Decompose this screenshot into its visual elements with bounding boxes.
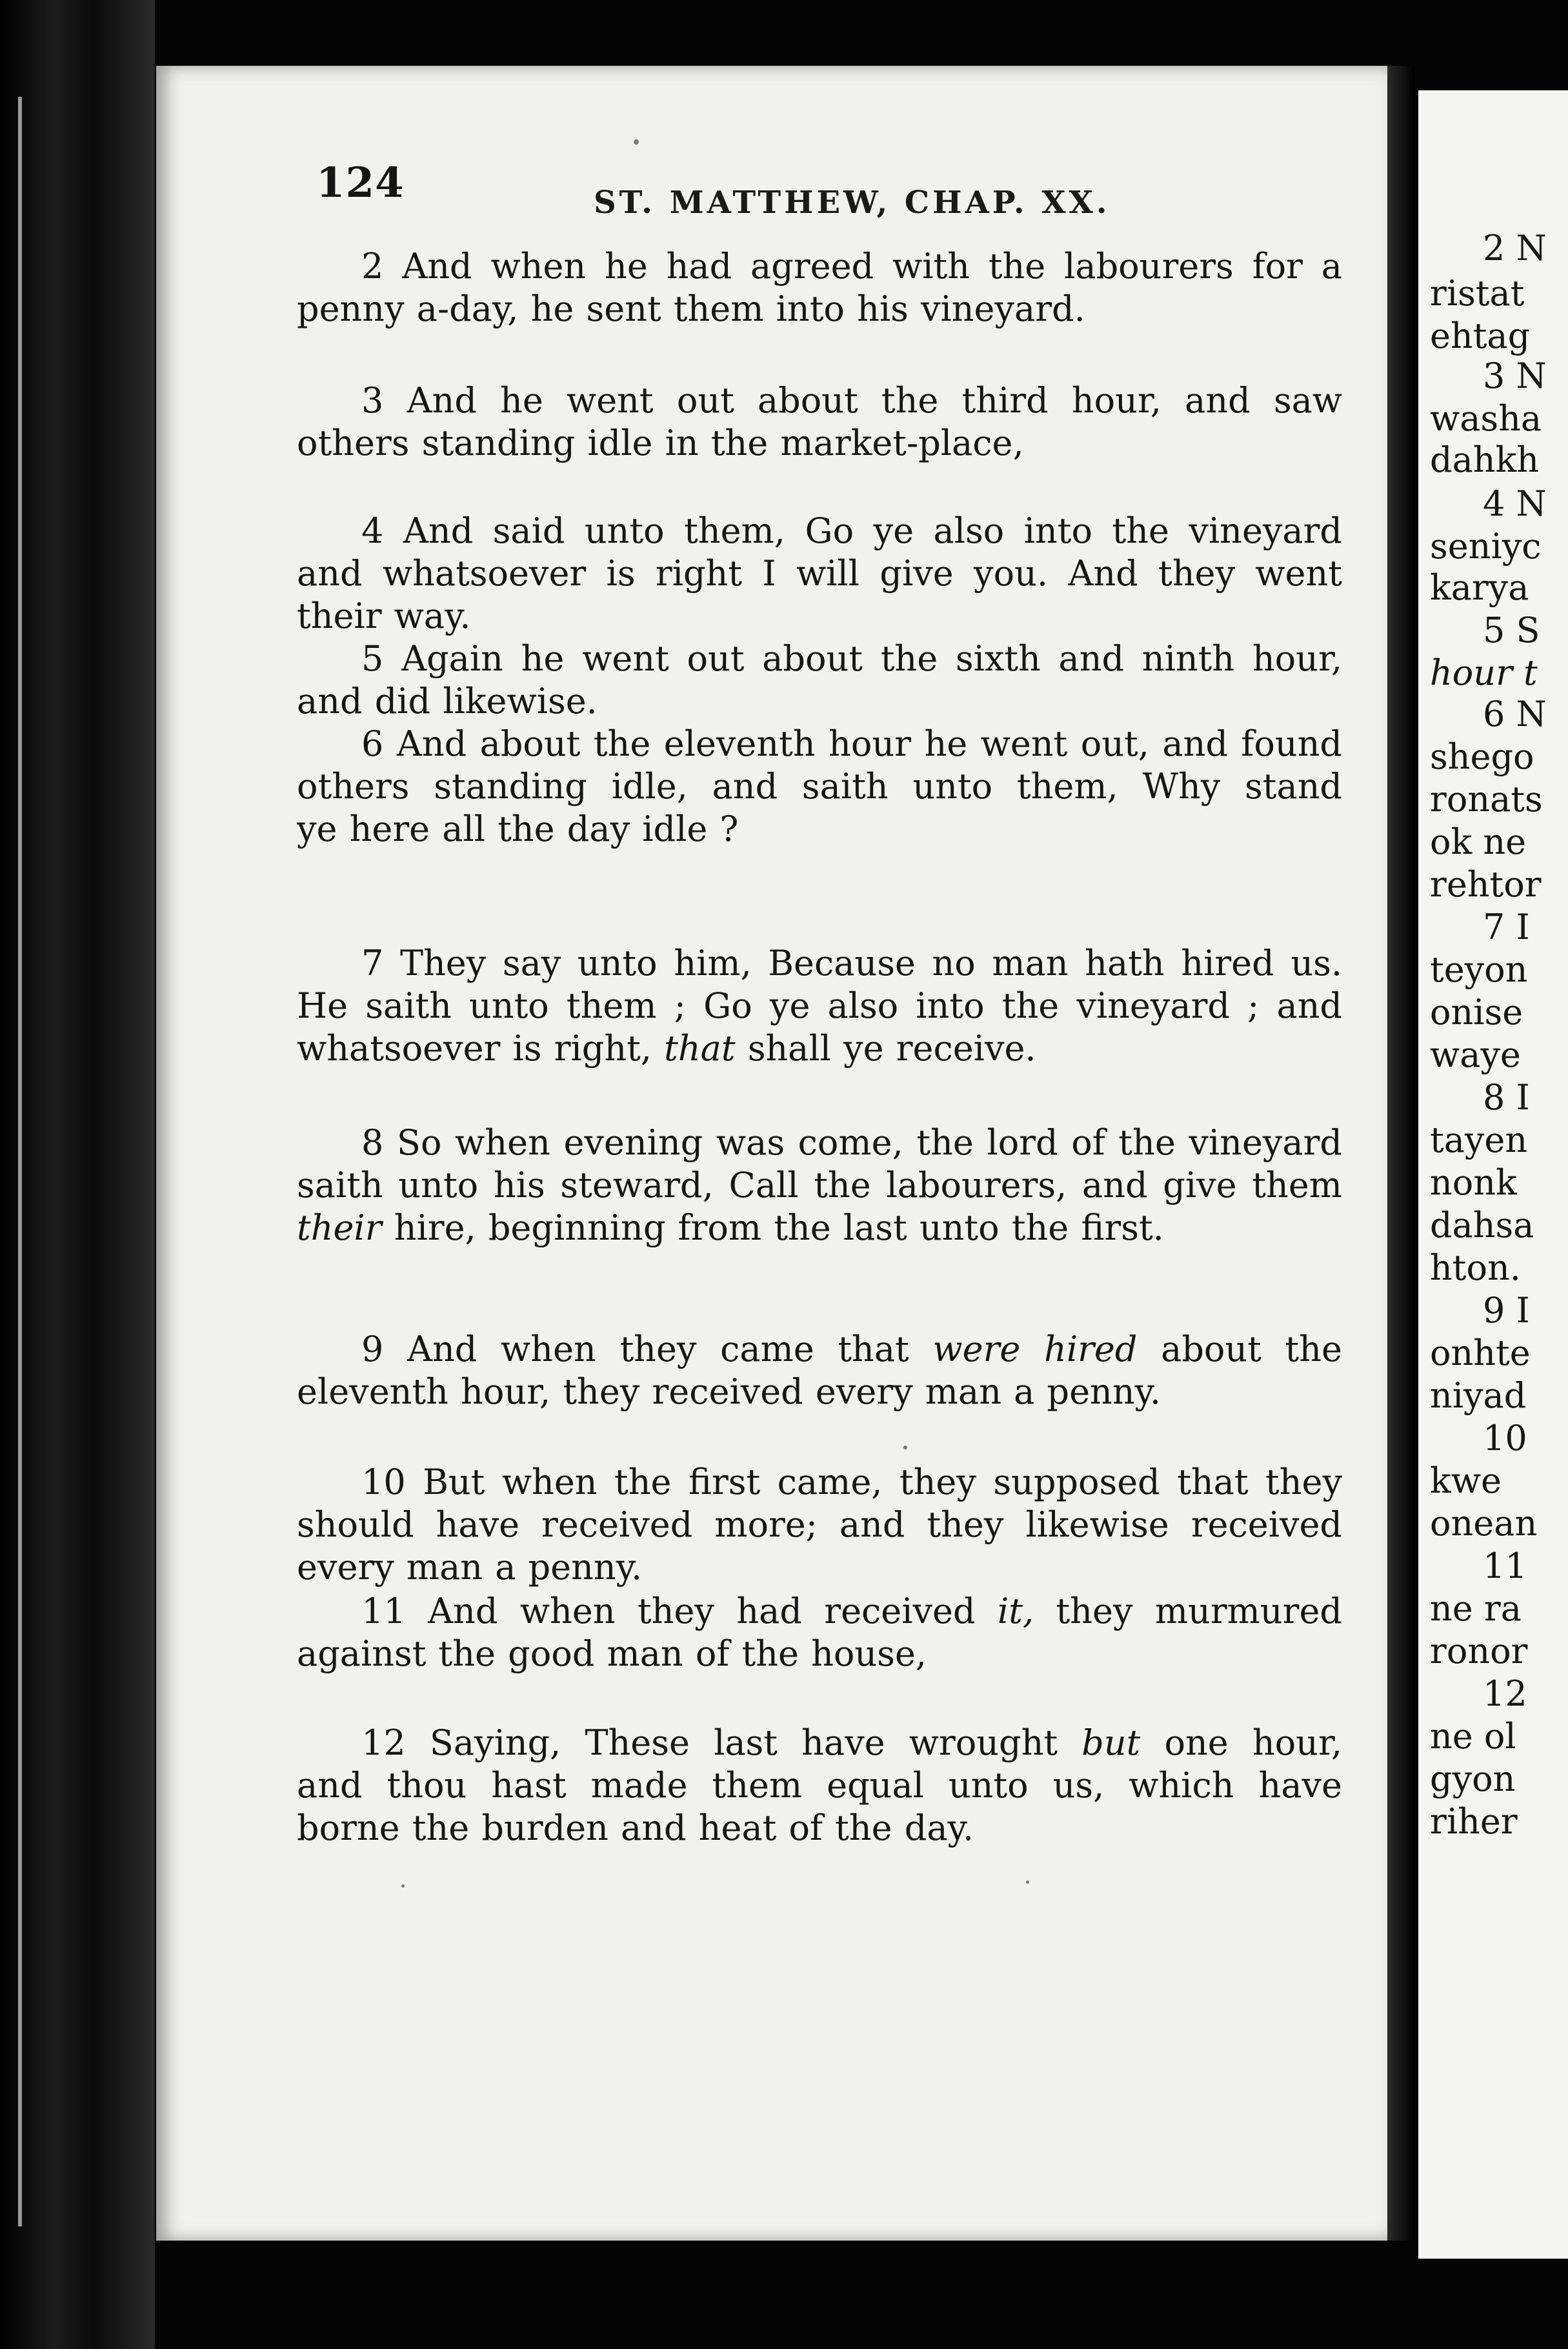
verse-line-mixed [297, 1207, 1342, 1249]
facing-line: 8 I [1483, 1077, 1530, 1118]
verse-text: one hour, [1164, 1722, 1343, 1763]
facing-line: hton. [1430, 1247, 1521, 1288]
facing-line: niyad [1430, 1375, 1527, 1416]
running-head [316, 159, 1413, 230]
facing-line: 3 N [1483, 356, 1547, 396]
verse-line: their way. [297, 596, 471, 636]
facing-line: 7 I [1483, 907, 1530, 947]
facing-line: washa [1430, 398, 1542, 439]
verse-line: against the good man of the house, [297, 1633, 927, 1674]
verse-10 [297, 1461, 1342, 1589]
verse-line: 4 And said unto them, Go ye also into the vineyard [361, 510, 1342, 551]
verse-line: and whatsoever is right I will give you. And they went [297, 553, 1342, 594]
verse-line-mixed [297, 1027, 1342, 1070]
facing-line: nonk [1430, 1162, 1517, 1203]
verse-text: hire, beginning from the last unto the first. [394, 1207, 1164, 1248]
facing-line: ok ne [1430, 822, 1527, 862]
verse-7 [297, 942, 1342, 1070]
facing-line: ronor [1430, 1631, 1528, 1671]
facing-line: tayen [1430, 1120, 1528, 1160]
facing-page [1418, 90, 1568, 2259]
verse-12 [297, 1722, 1342, 1850]
facing-line: 2 N [1483, 228, 1547, 268]
facing-line: 11 [1483, 1546, 1527, 1586]
verse-line: saith unto his steward, Call the labourers, and give them [297, 1165, 1342, 1205]
italic-word: that [664, 1028, 736, 1069]
facing-line: 5 S [1483, 610, 1540, 650]
italic-word: were hired [932, 1329, 1138, 1369]
verse-3 [297, 379, 1342, 465]
verse-text: they murmured [1056, 1591, 1342, 1631]
binding-highlight [18, 97, 22, 2226]
verse-line-mixed [297, 1722, 1342, 1763]
verse-11 [297, 1590, 1342, 1675]
verse-text: about the [1161, 1329, 1342, 1369]
facing-line: waye [1430, 1034, 1521, 1075]
verse-text: 9 And when they came that [361, 1329, 909, 1369]
facing-line: 9 I [1483, 1290, 1530, 1331]
facing-line: 12 [1483, 1673, 1527, 1714]
verse-line: others standing idle, and saith unto them, Why stand [297, 766, 1342, 807]
facing-line: 10 [1483, 1418, 1527, 1458]
verse-line-mixed [297, 1329, 1342, 1369]
facing-line: hour t [1430, 652, 1538, 693]
running-title: ST. MATTHEW, CHAP. XX. [594, 185, 1111, 221]
facing-line: onise [1430, 992, 1523, 1033]
facing-line: dahsa [1430, 1205, 1534, 1245]
facing-line: 6 N [1483, 694, 1547, 734]
verse-8 [297, 1122, 1342, 1249]
facing-line: rehtor [1430, 864, 1542, 905]
verse-line: every man a penny. [297, 1547, 643, 1588]
facing-line: ne ol [1430, 1716, 1516, 1757]
verse-9 [297, 1328, 1342, 1413]
verse-line: and did likewise. [297, 681, 598, 721]
scan-speck [401, 1884, 405, 1888]
facing-line: riher [1430, 1801, 1518, 1842]
verse-line: others standing idle in the market-place, [297, 423, 1024, 463]
verse-6 [297, 723, 1342, 851]
verse-line: 7 They say unto him, Because no man hath hired us. [361, 943, 1342, 983]
verse-text: whatsoever is right, [297, 1028, 652, 1069]
verse-line: and thou hast made them equal unto us, which have [297, 1765, 1342, 1806]
verse-line: penny a-day, he sent them into his vineyard. [297, 288, 1085, 329]
verse-line: eleventh hour, they received every man a penny. [297, 1371, 1161, 1412]
facing-line: ristat [1430, 273, 1525, 314]
facing-line: ronats [1430, 779, 1543, 820]
facing-line: shego [1430, 736, 1534, 777]
verse-5 [297, 638, 1342, 723]
verse-line: 2 And when he had agreed with the labourers for a [361, 246, 1342, 287]
verse-text: 11 And when they had received [361, 1591, 976, 1631]
scan-speck [634, 139, 639, 145]
facing-line: onean [1430, 1503, 1538, 1544]
verse-line: 5 Again he went out about the sixth and ninth hour, [361, 638, 1342, 679]
verse-line: ye here all the day idle ? [297, 809, 739, 849]
italic-word: their [297, 1207, 382, 1248]
facing-line: 4 N [1483, 483, 1547, 524]
facing-line: kwe [1430, 1460, 1502, 1501]
facing-line: gyon [1430, 1759, 1516, 1799]
scan-speck [1026, 1880, 1029, 1884]
verse-4 [297, 510, 1342, 638]
facing-line: ehtag [1430, 316, 1531, 356]
verse-line: 10 But when the first came, they supposed that they [361, 1462, 1342, 1502]
page-number: 124 [316, 159, 405, 207]
verse-2 [297, 245, 1342, 330]
verse-text: 12 Saying, These last have wrought [361, 1722, 1058, 1763]
book-binding [0, 0, 155, 2349]
facing-line: karya [1430, 567, 1529, 608]
verse-text: shall ye receive. [747, 1028, 1036, 1069]
verse-line-mixed [297, 1591, 1342, 1631]
scan-speck [903, 1446, 907, 1449]
facing-line: teyon [1430, 949, 1528, 990]
italic-word: it, [997, 1591, 1034, 1631]
verse-line: should have received more; and they likewise received [297, 1504, 1342, 1545]
facing-line: seniyc [1430, 526, 1542, 567]
verse-line: 6 And about the eleventh hour he went out, and found [361, 723, 1342, 764]
page-gutter-shadow [1387, 66, 1414, 2241]
verse-line: borne the burden and heat of the day. [297, 1808, 974, 1848]
facing-line: ne ra [1430, 1588, 1522, 1629]
italic-word: but [1081, 1722, 1141, 1763]
verse-line: 3 And he went out about the third hour, and saw [361, 380, 1342, 421]
verse-line: He saith unto them ; Go ye also into the vineyard ; and [297, 985, 1342, 1026]
verse-line: 8 So when evening was come, the lord of the vineyard [361, 1122, 1342, 1163]
facing-line: onhte [1430, 1333, 1531, 1373]
facing-line: dahkh [1430, 439, 1540, 480]
